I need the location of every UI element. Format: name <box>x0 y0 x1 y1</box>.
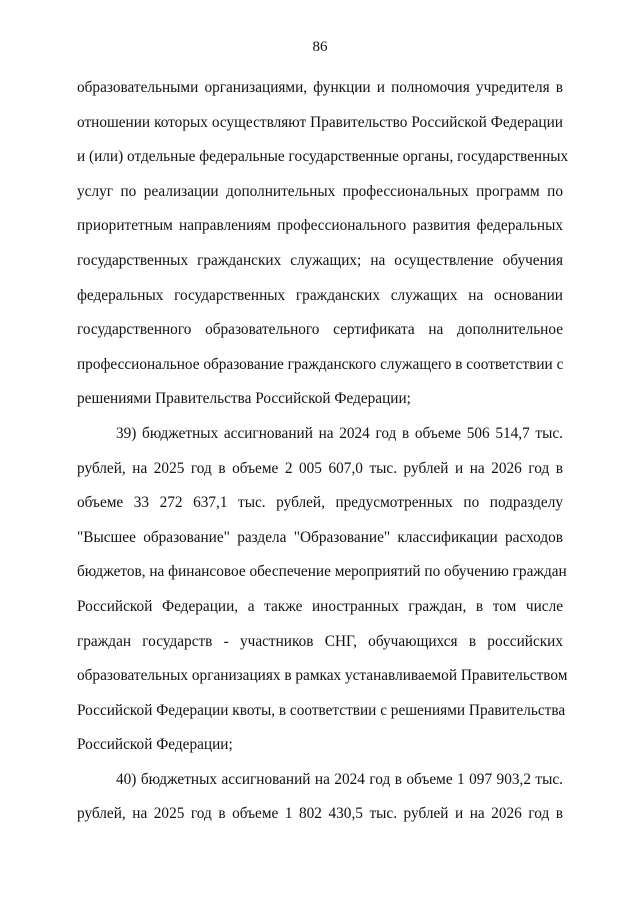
text-line: отношении которых осуществляют Правительство Российской Федерации <box>77 113 563 131</box>
text-line: Российской Федерации квоты, в соответствии с решениями Правительства <box>77 701 566 719</box>
text-line: образовательных организациях в рамках устанавливаемой Правительством <box>77 667 568 685</box>
paragraph-continuation <box>77 79 569 425</box>
text-line: рублей, на 2025 год в объеме 2 005 607,0 тыс. рублей и на 2026 год в <box>77 459 563 477</box>
page-number: 86 <box>312 39 328 55</box>
text-line: государственных гражданских служащих; на осуществление обучения <box>77 251 563 269</box>
document-body <box>77 79 569 840</box>
text-line: Российской Федерации; <box>77 736 233 754</box>
text-line: и (или) отдельные федеральные государственные органы, государственных <box>77 148 569 166</box>
text-line: услуг по реализации дополнительных профессиональных программ по <box>77 182 563 200</box>
paragraph-item-40 <box>77 771 563 840</box>
paragraph-item-39 <box>77 424 568 771</box>
text-line: "Высшее образование" раздела "Образование" классификации расходов <box>77 528 563 546</box>
text-line: решениями Правительства Российской Федерации; <box>77 390 411 408</box>
text-line: государственного образовательного сертификата на дополнительное <box>77 321 563 339</box>
text-line: рублей, на 2025 год в объеме 1 802 430,5 тыс. рублей и на 2026 год в <box>77 805 563 823</box>
text-line: 39) бюджетных ассигнований на 2024 год в объеме 506 514,7 тыс. <box>116 424 563 442</box>
text-line: профессиональное образование гражданского служащего в соответствии с <box>77 355 564 373</box>
text-line: Российской Федерации, а также иностранных граждан, в том числе <box>77 597 563 615</box>
text-line: федеральных государственных гражданских служащих на основании <box>77 286 563 304</box>
text-line: граждан государств - участников СНГ, обучающихся в российских <box>77 632 563 650</box>
text-line: образовательными организациями, функции и полномочия учредителя в <box>77 79 563 96</box>
text-line: приоритетным направлениям профессионального развития федеральных <box>77 217 563 235</box>
text-line: объеме 33 272 637,1 тыс. рублей, предусмотренных по подразделу <box>77 494 563 512</box>
text-line: 40) бюджетных ассигнований на 2024 год в объеме 1 097 903,2 тыс. <box>116 770 563 788</box>
text-line: бюджетов, на финансовое обеспечение мероприятий по обучению граждан <box>77 563 567 581</box>
